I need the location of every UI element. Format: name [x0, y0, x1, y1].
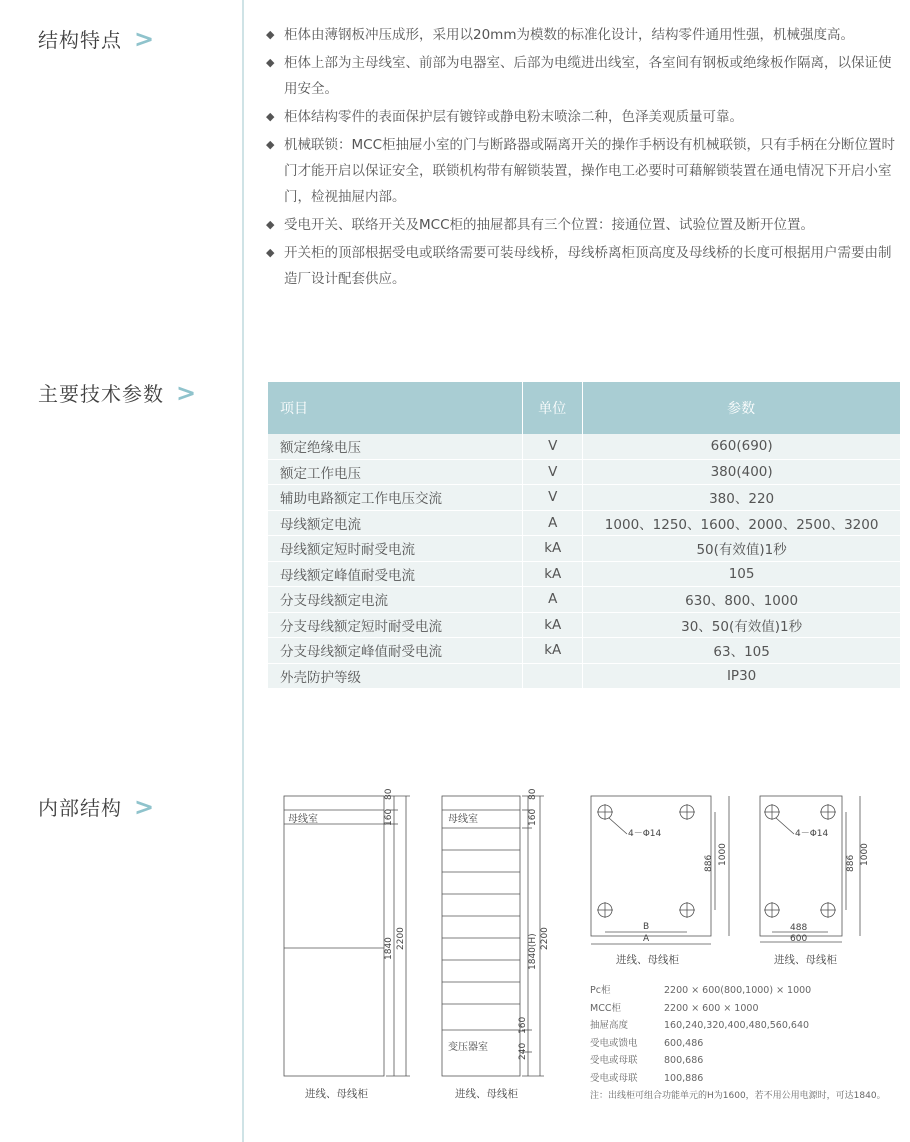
cell-item: 母线额定短时耐受电流 — [268, 536, 523, 562]
spec-value: 160,240,320,400,480,560,640 — [664, 1020, 810, 1031]
dimension-spec-list — [590, 982, 811, 1087]
section-title-internal — [38, 792, 155, 821]
cell-value: 630、800、1000 — [583, 587, 901, 613]
base-plan-drawing-2 — [754, 790, 904, 950]
dimension-b: B — [643, 922, 650, 932]
header-unit: 单位 — [523, 382, 583, 434]
room-label-busbar: 母线室 — [448, 814, 478, 825]
spec-value: 2200 × 600(800,1000) × 1000 — [664, 985, 812, 996]
hole-spec-label: 4－Φ14 — [628, 829, 662, 839]
table-row — [268, 536, 901, 562]
spec-key: 抽屉高度 — [590, 1020, 629, 1031]
dimension-1840h: 1840(H) — [528, 933, 538, 970]
spec-value: 600,486 — [664, 1037, 704, 1049]
diamond-bullet-icon: ◆ — [266, 218, 275, 231]
dimension-600: 600 — [790, 934, 808, 944]
header-value: 参数 — [583, 382, 901, 434]
dimension-488: 488 — [790, 923, 808, 933]
spec-value: 100,886 — [664, 1072, 704, 1084]
diamond-bullet-icon: ◆ — [266, 246, 275, 259]
list-item: ◆ 柜体由薄钢板冲压成形，采用以20mm为模数的标准化设计，结构零件通用性强，机械强度高。 — [266, 22, 904, 48]
table-row — [268, 510, 901, 536]
dimension-1000: 1000 — [860, 843, 870, 866]
cell-item: 分支母线额定电流 — [268, 587, 523, 613]
spec-key: 受电或母联 — [590, 1055, 638, 1066]
table-row — [268, 459, 901, 485]
dimension-1000: 1000 — [718, 843, 728, 866]
room-label-busbar: 母线室 — [288, 814, 318, 825]
dimension-886: 886 — [846, 854, 856, 872]
cell-item: 分支母线额定峰值耐受电流 — [268, 638, 523, 664]
chevron-right-icon: > — [176, 379, 198, 407]
drawing-caption: 进线、母线柜 — [455, 1088, 518, 1100]
header-item: 项目 — [268, 382, 523, 434]
dimension-160-bottom: 160 — [518, 1016, 528, 1034]
dimension-80: 80 — [528, 788, 538, 800]
list-item: ◆ 受电开关、联络开关及MCC柜的抽屉都具有三个位置：接通位置、试验位置及断开位置。 — [266, 212, 904, 238]
cell-item: 额定绝缘电压 — [268, 434, 523, 459]
dimension-240: 240 — [518, 1042, 528, 1060]
section-title-text: 主要技术参数 — [38, 382, 164, 406]
cell-value: 660(690) — [583, 434, 901, 459]
cell-unit: kA — [523, 612, 583, 638]
base-plan-drawing-1 — [585, 790, 745, 950]
cell-value: 380、220 — [583, 485, 901, 511]
section-title-text: 内部结构 — [38, 796, 122, 820]
spec-row — [590, 1035, 811, 1053]
spec-key: 受电或馈电 — [590, 1037, 638, 1049]
table-row — [268, 638, 901, 664]
footnote: 注：出线柜可组合功能单元的H为1600，若不用公用电源时，可达1840。 — [590, 1091, 886, 1101]
diamond-bullet-icon: ◆ — [266, 28, 275, 41]
hole-spec-label: 4－Φ14 — [795, 829, 829, 839]
dimension-2200: 2200 — [540, 927, 550, 950]
cell-value: 63、105 — [583, 638, 901, 664]
section-title-features — [38, 24, 155, 53]
spec-key: MCC柜 — [590, 1002, 621, 1014]
cell-value: 50(有效值)1秒 — [583, 536, 901, 562]
cell-unit: A — [523, 510, 583, 536]
cell-value: 30、50(有效值)1秒 — [583, 612, 901, 638]
diamond-bullet-icon: ◆ — [266, 56, 275, 69]
cell-unit: A — [523, 587, 583, 613]
table-row — [268, 434, 901, 459]
cell-unit: V — [523, 485, 583, 511]
cell-item: 额定工作电压 — [268, 459, 523, 485]
list-item: ◆ 开关柜的顶部根据受电或联络需要可装母线桥，母线桥离柜顶高度及母线桥的长度可根据用户需要由制造厂设计配套供应。 — [266, 240, 904, 292]
cell-item: 辅助电路额定工作电压交流 — [268, 485, 523, 511]
cell-value: 1000、1250、1600、2000、2500、3200 — [583, 510, 901, 536]
cell-unit: V — [523, 434, 583, 459]
cell-value: IP30 — [583, 663, 901, 689]
list-item: ◆ 柜体结构零件的表面保护层有镀锌或静电粉末喷涂二种，色泽美观质量可靠。 — [266, 104, 904, 130]
section-title-text: 结构特点 — [38, 28, 122, 52]
drawing-caption: 进线、母线柜 — [616, 954, 679, 966]
section-title-params — [38, 378, 197, 407]
spec-row — [590, 1000, 811, 1018]
dimension-160: 160 — [384, 808, 394, 826]
spec-value: 800,686 — [664, 1055, 704, 1066]
dimension-886: 886 — [704, 854, 714, 872]
table-row — [268, 663, 901, 689]
spec-key: Pc柜 — [590, 985, 611, 996]
diamond-bullet-icon: ◆ — [266, 110, 275, 123]
spec-row — [590, 1017, 811, 1035]
cell-unit — [523, 663, 583, 689]
list-item: ◆ 机械联锁：MCC柜抽屉小室的门与断路器或隔离开关的操作手柄设有机械联锁，只有手柄在分断位置时门才能开启以保证安全，联锁机构带有解锁装置，操作电工必要时可藉解锁装置在通电情况下开启小室门，检视抽屉内部。 — [266, 132, 904, 210]
spec-value: 2200 × 600 × 1000 — [664, 1002, 759, 1014]
params-table — [268, 382, 901, 689]
spec-row — [590, 982, 811, 1000]
feature-list — [266, 22, 904, 294]
dimension-a: A — [643, 934, 650, 944]
cell-item: 母线额定电流 — [268, 510, 523, 536]
divider-line — [242, 0, 244, 1142]
table-row — [268, 612, 901, 638]
cell-item: 分支母线额定短时耐受电流 — [268, 612, 523, 638]
spec-key: 受电或母联 — [590, 1072, 638, 1084]
chevron-right-icon: > — [134, 793, 156, 821]
cell-unit: kA — [523, 638, 583, 664]
cell-unit: kA — [523, 561, 583, 587]
table-row — [268, 561, 901, 587]
chevron-right-icon: > — [134, 25, 156, 53]
table-row — [268, 485, 901, 511]
dimension-80: 80 — [384, 788, 394, 800]
room-label-transformer: 变压器室 — [448, 1042, 488, 1053]
drawing-caption: 进线、母线柜 — [305, 1088, 368, 1100]
dimension-1840: 1840 — [384, 937, 394, 960]
cell-unit: V — [523, 459, 583, 485]
table-row — [268, 587, 901, 613]
diamond-bullet-icon: ◆ — [266, 138, 275, 151]
drawing-caption: 进线、母线柜 — [774, 954, 837, 966]
spec-row — [590, 1070, 811, 1088]
spec-row — [590, 1052, 811, 1070]
cell-unit: kA — [523, 536, 583, 562]
table-header-row — [268, 382, 901, 434]
cell-item: 母线额定峰值耐受电流 — [268, 561, 523, 587]
cell-item: 外壳防护等级 — [268, 663, 523, 689]
cell-value: 380(400) — [583, 459, 901, 485]
cell-value: 105 — [583, 561, 901, 587]
list-item: ◆ 柜体上部为主母线室、前部为电器室、后部为电缆进出线室，各室间有钢板或绝缘板作隔离，以保证使用安全。 — [266, 50, 904, 102]
dimension-160: 160 — [528, 808, 538, 826]
dimension-2200: 2200 — [396, 927, 406, 950]
